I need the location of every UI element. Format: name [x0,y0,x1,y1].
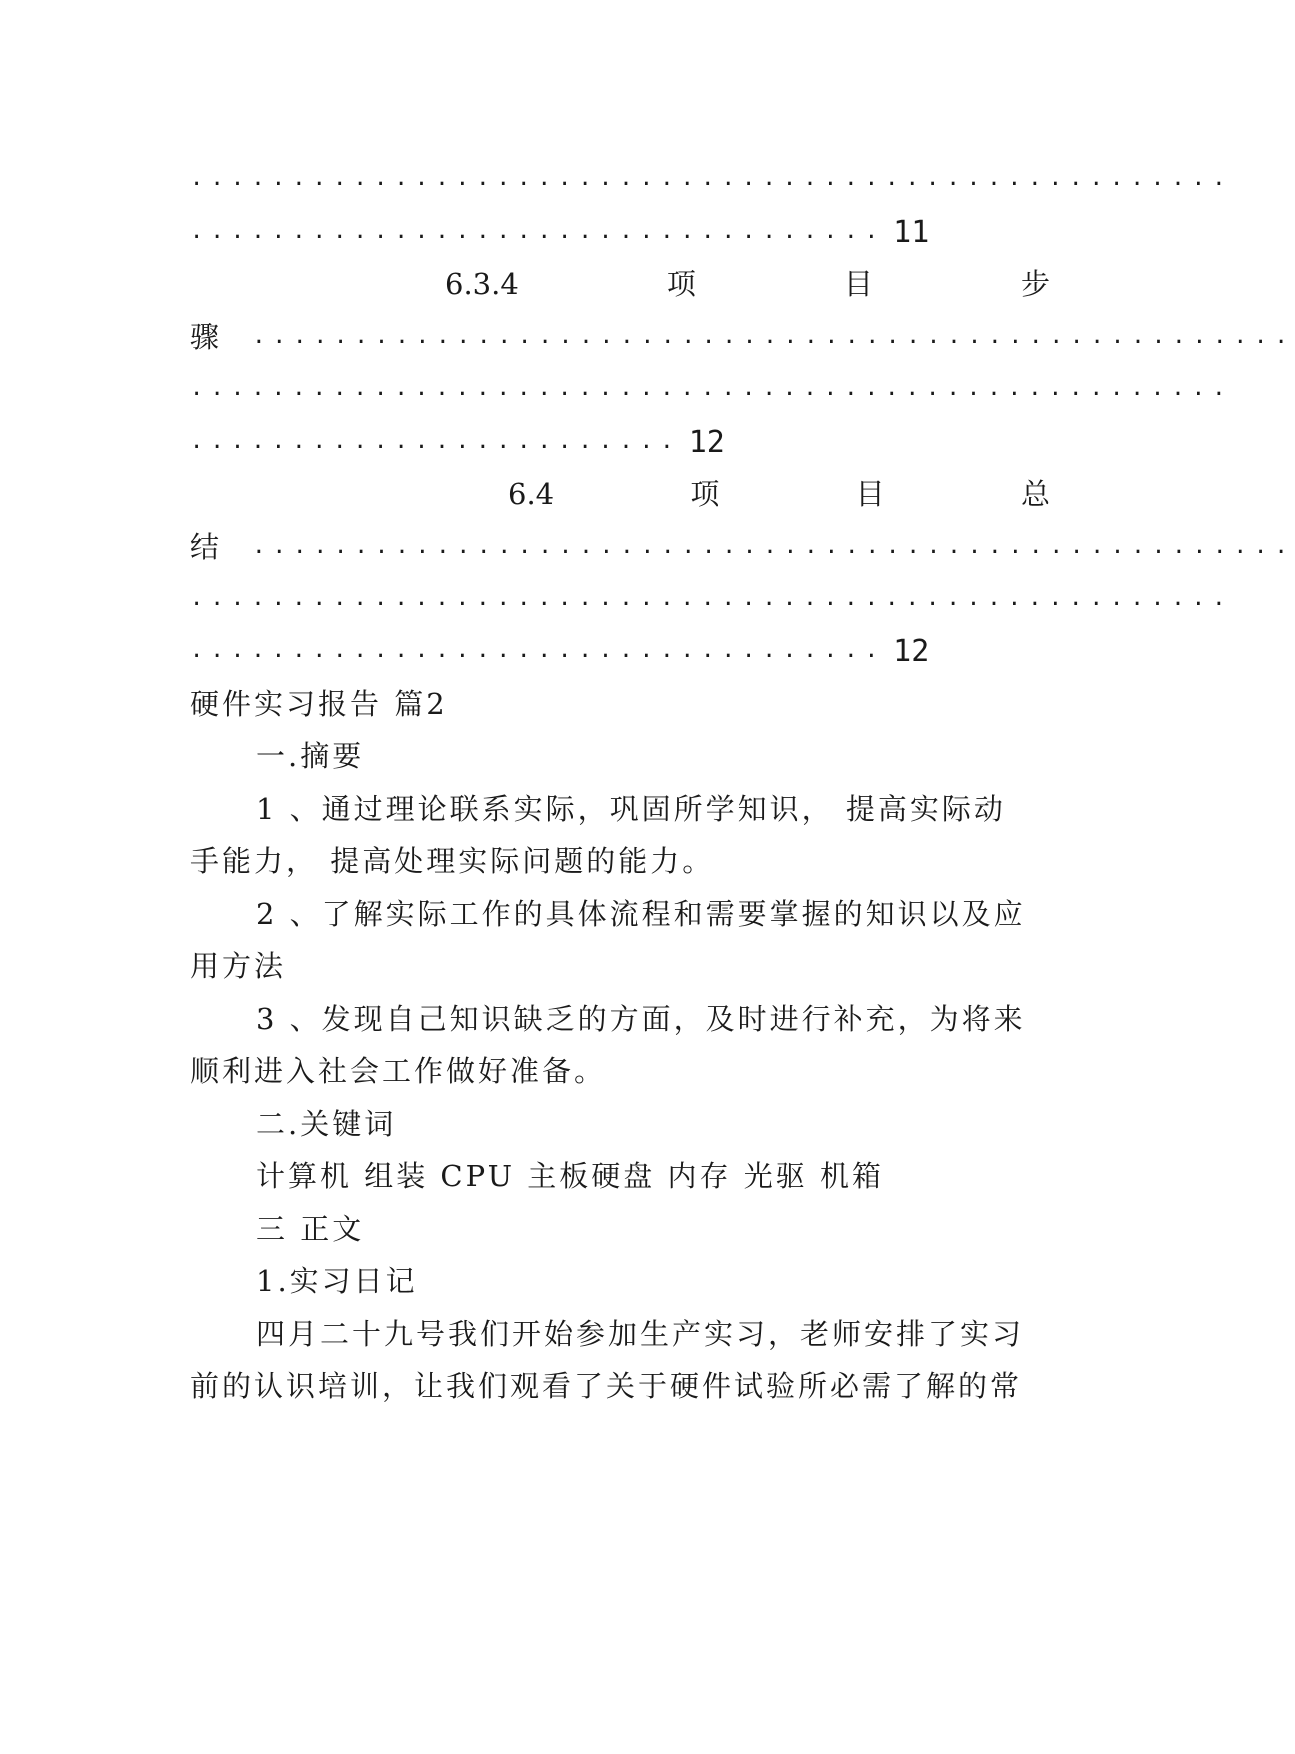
report-heading: 硬件实习报告 篇2 [190,687,448,721]
toc-section-number: 6.4 [508,477,555,511]
toc-page-number: 11 [893,215,930,250]
toc-dot-leader: ................................................... [190,376,1233,401]
toc-page-number: 12 [688,425,725,460]
paragraph-line: 四月二十九号我们开始参加生产实习，老师安排了实习 [256,1317,1025,1351]
section-heading-body: 三 正文 [256,1212,365,1246]
toc-dot-leader: 骤 ................................................... [190,320,1295,354]
toc-entry-6-4: 6.4 项 目 总 [508,465,1050,523]
paragraph-line: 手能力， 提高处理实际问题的能力。 [190,844,715,878]
paragraph-line: 顺利进入社会工作做好准备。 [190,1054,607,1088]
paragraph-line: 3 、发现自己知识缺乏的方面，及时进行补充，为将来 [256,1002,1026,1036]
toc-dot-leader: .................................. 11 [190,215,930,250]
paragraph-line: 2 、了解实际工作的具体流程和需要掌握的知识以及应 [256,897,1026,931]
section-heading-keywords: 二.关键词 [256,1107,397,1141]
paragraph-line: 前的认识培训，让我们观看了关于硬件试验所必需了解的常 [190,1369,1023,1403]
toc-dot-leader: ........................ 12 [190,425,725,460]
toc-page-number: 12 [893,634,930,669]
paragraph-line: 1 、通过理论联系实际，巩固所学知识， 提高实际动 [256,792,1006,826]
toc-dot-leader: 结 ................................................... [190,530,1295,564]
subsection-heading-diary: 1.实习日记 [256,1264,418,1298]
toc-dot-leader: .................................. 12 [190,634,930,669]
toc-section-number: 6.3.4 [445,267,519,301]
toc-dot-leader: ................................................... [190,166,1233,191]
toc-dot-leader: ................................................... [190,586,1233,611]
toc-entry-6-3-4: 6.3.4 项 目 步 [445,255,1050,313]
keywords-line: 计算机 组装 CPU 主板硬盘 内存 光驱 机箱 [256,1159,884,1193]
paragraph-line: 用方法 [190,949,287,983]
section-heading-abstract: 一.摘要 [256,739,365,773]
